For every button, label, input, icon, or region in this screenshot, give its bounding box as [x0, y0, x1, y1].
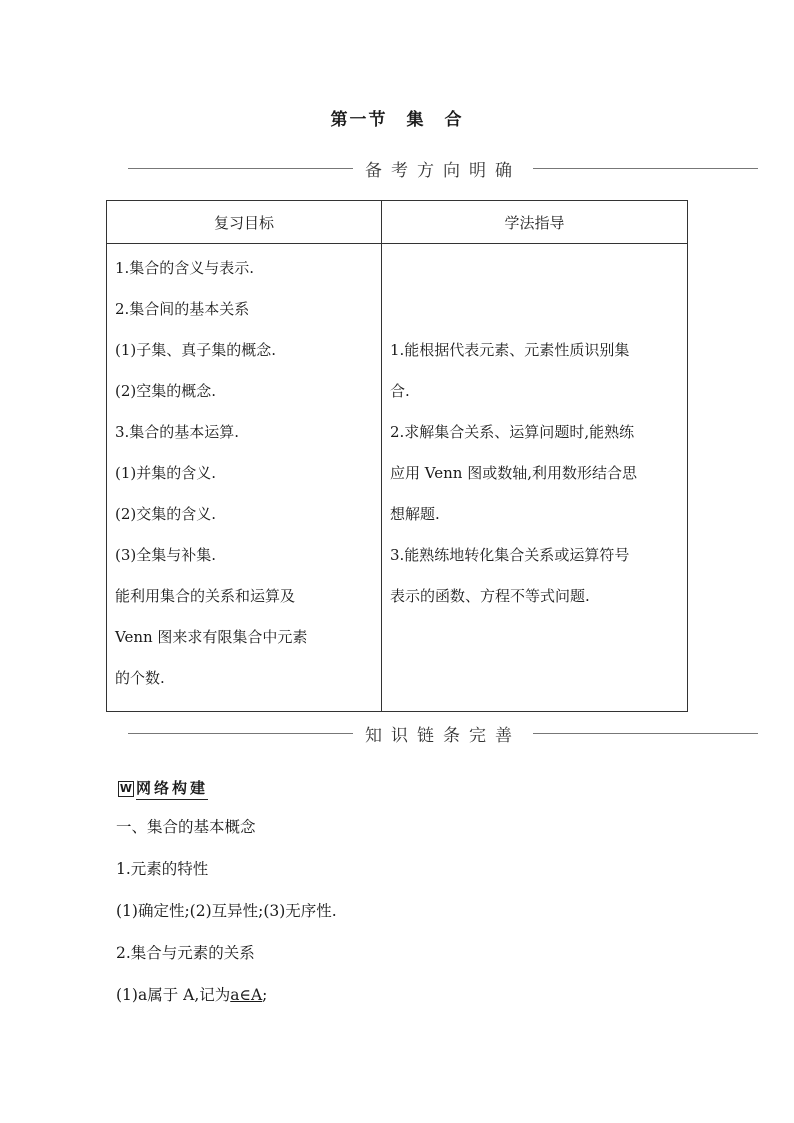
guide-line: 应用 Venn 图或数轴,利用数形结合思	[390, 464, 637, 482]
section-header-knowledge	[128, 721, 758, 745]
goal-line: 能利用集合的关系和运算及	[115, 587, 296, 605]
goal-line: (2)空集的概念.	[115, 382, 217, 400]
column-header-review-goals: 复习目标	[107, 201, 382, 244]
divider-right	[533, 168, 758, 169]
goal-line: (3)全集与补集.	[115, 546, 217, 564]
goal-line: 的个数.	[115, 669, 165, 687]
guide-line: 想解题.	[390, 505, 440, 523]
goal-line: (2)交集的含义.	[115, 505, 217, 523]
guide-line: 合.	[390, 382, 410, 400]
membership-line	[116, 983, 267, 1005]
guide-line: 2.求解集合关系、运算问题时,能熟练	[390, 423, 635, 441]
membership-text: (1)a属于 A,记为	[116, 986, 231, 1004]
page-title: 第一节 集 合	[330, 110, 464, 130]
divider-left	[128, 733, 353, 734]
divider-left	[128, 168, 353, 169]
subheading-set-element-relation: 2.集合与元素的关系	[116, 944, 255, 962]
element-properties-text: (1)确定性;(2)互异性;(3)无序性.	[116, 902, 337, 920]
membership-suffix: ;	[262, 986, 268, 1004]
section-header-preparation	[128, 156, 758, 180]
network-construction-label: 网络构建	[136, 777, 208, 800]
guide-line: 表示的函数、方程不等式问题.	[390, 587, 590, 605]
study-guide-cell	[382, 244, 688, 712]
guide-line: 1.能根据代表元素、元素性质识别集	[390, 341, 630, 359]
heading-basic-concepts: 一、集合的基本概念	[116, 818, 256, 836]
divider-right	[533, 733, 758, 734]
column-header-study-guide: 学法指导	[382, 201, 688, 244]
goal-line: 1.集合的含义与表示.	[115, 259, 255, 277]
section-title: 知识链条完善	[365, 725, 521, 746]
membership-answer: a∈A	[230, 986, 263, 1004]
review-goals-cell	[107, 244, 382, 712]
goal-line: 3.集合的基本运算.	[115, 423, 240, 441]
objectives-table	[106, 200, 688, 712]
guide-line: 3.能熟练地转化集合关系或运算符号	[390, 546, 630, 564]
section-title: 备考方向明确	[365, 160, 521, 181]
goal-line: 2.集合间的基本关系	[115, 300, 250, 318]
w-badge-icon: W	[119, 782, 133, 795]
goal-line: (1)子集、真子集的概念.	[115, 341, 277, 359]
goal-line: Venn 图来求有限集合中元素	[115, 628, 308, 646]
subheading-element-properties: 1.元素的特性	[116, 860, 209, 878]
network-construction-heading	[118, 777, 208, 800]
goal-line: (1)并集的含义.	[115, 464, 217, 482]
